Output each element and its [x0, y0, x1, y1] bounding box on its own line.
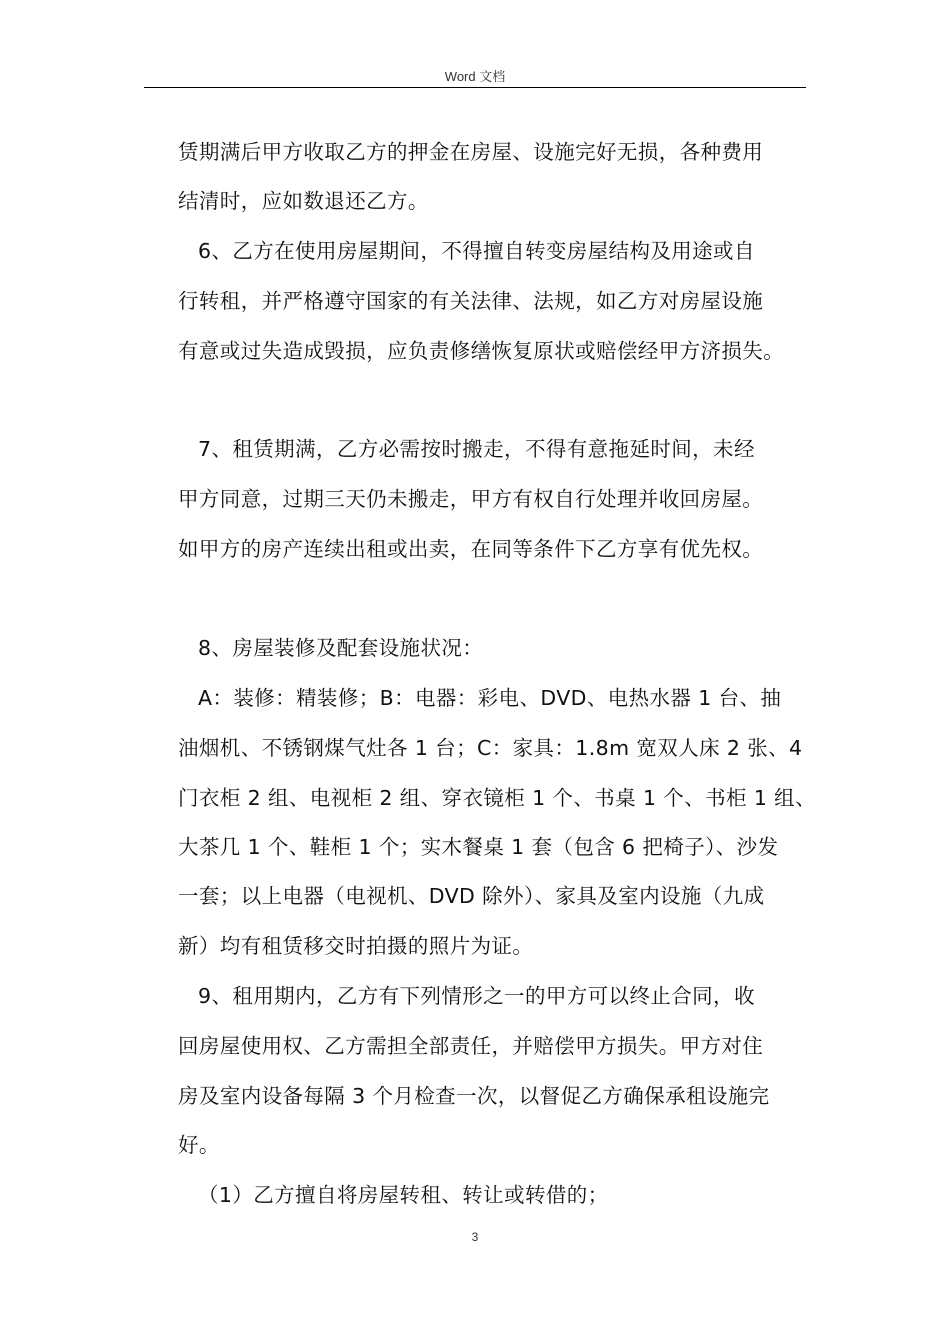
text-line: 大茶几 1 个、鞋柜 1 个；实木餐桌 1 套（包含 6 把椅子）、沙发 [178, 835, 779, 859]
text-line: 房及室内设备每隔 3 个月检查一次，以督促乙方确保承租设施完 [178, 1084, 770, 1108]
text-line: 行转租，并严格遵守国家的有关法律、法规，如乙方对房屋设施 [178, 289, 764, 313]
header-divider [144, 87, 806, 88]
text-line: 赁期满后甲方收取乙方的押金在房屋、设施完好无损，各种费用 [178, 140, 764, 164]
paragraph-6-start: 6、乙方在使用房屋期间，不得擅自转变房屋结构及用途或自 [198, 239, 755, 263]
text-line: 好。 [178, 1133, 220, 1157]
text-line: A：装修：精装修；B：电器：彩电、DVD、电热水器 1 台、抽 [198, 686, 782, 710]
text-line: 结清时，应如数退还乙方。 [178, 189, 429, 213]
page-number: 3 [471, 1230, 479, 1244]
list-item-1: （1）乙方擅自将房屋转租、转让或转借的； [198, 1183, 609, 1207]
text-line: 门衣柜 2 组、电视柜 2 组、穿衣镜柜 1 个、书桌 1 个、书柜 1 组、 [178, 786, 816, 810]
paragraph-8-start: 8、房屋装修及配套设施状况： [198, 636, 484, 660]
text-line: 有意或过失造成毁损，应负责修缮恢复原状或赔偿经甲方济损失。 [178, 339, 785, 363]
text-line: 如甲方的房产连续出租或出卖，在同等条件下乙方享有优先权。 [178, 537, 764, 561]
text-line: 回房屋使用权、乙方需担全部责任，并赔偿甲方损失。甲方对住 [178, 1034, 764, 1058]
page-header: Word 文档 [444, 69, 506, 84]
paragraph-9-start: 9、租用期内，乙方有下列情形之一的甲方可以终止合同，收 [198, 984, 755, 1008]
text-line: 甲方同意，过期三天仍未搬走，甲方有权自行处理并收回房屋。 [178, 487, 764, 511]
text-line: 新）均有租赁移交时拍摄的照片为证。 [178, 934, 534, 958]
paragraph-7-start: 7、租赁期满，乙方必需按时搬走，不得有意拖延时间，未经 [198, 437, 755, 461]
text-line: 油烟机、不锈钢煤气灶各 1 台；C：家具：1.8m 宽双人床 2 张、4 [178, 736, 803, 760]
text-line: 一套；以上电器（电视机、DVD 除外）、家具及室内设施（九成 [178, 884, 765, 908]
